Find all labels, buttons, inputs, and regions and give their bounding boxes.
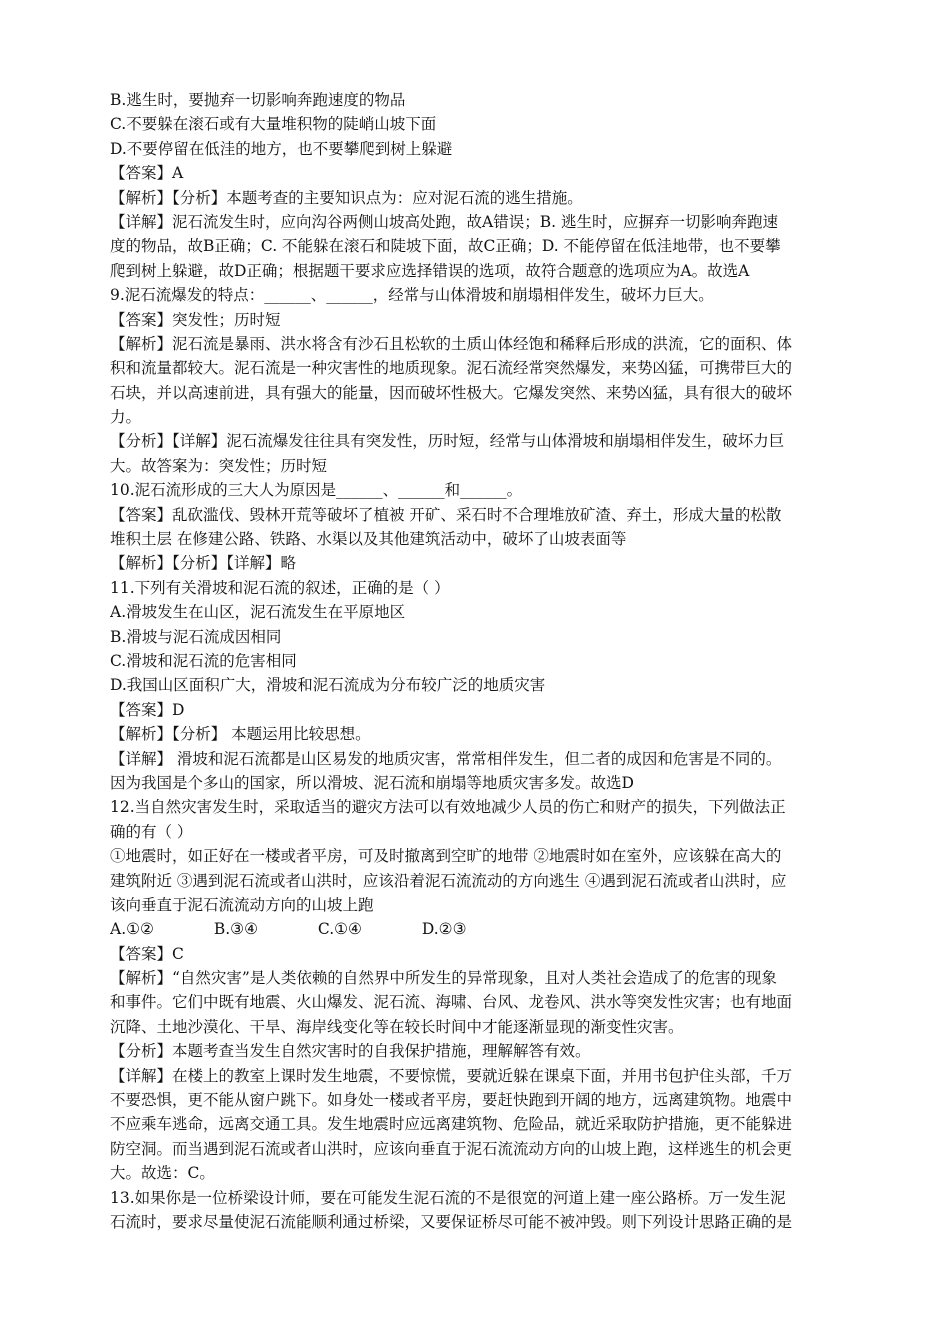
text-line: 【解析】泥石流是暴雨、洪水将含有沙石且松软的土质山体经饱和稀释后形成的洪流，它的面积、体: [110, 334, 793, 353]
text-block-2: [110, 942, 850, 1235]
text-line: 沉降、土地沙漠化、干旱、海岸线变化等在较长时间中才能逐渐显现的渐变性灾害。: [110, 1017, 684, 1036]
text-line: 该向垂直于泥石流流动方向的山坡上跑: [110, 895, 374, 914]
text-line: 9.泥石流爆发的特点：______、______，经常与山体滑坡和崩塌相伴发生，破坏力巨大。: [110, 286, 714, 305]
text-line: 【答案】突发性；历时短: [110, 310, 281, 329]
text-line: D.不要停留在低洼的地方，也不要攀爬到树上躲避: [110, 139, 453, 158]
option-c: C.①④: [317, 920, 362, 939]
text-line: 不应乘车逃命，远离交通工具。发生地震时应远离建筑物、危险品，就近采取防护措施，更不能躲进: [110, 1115, 793, 1134]
text-line: 【详解】泥石流发生时，应向沟谷两侧山坡高处跑，故A错误；B. 逃生时，应摒弃一切影响奔跑速: [110, 212, 778, 231]
text-line: 石流时，要求尽量使泥石流能顺利通过桥梁，又要保证桥尽可能不被冲毁。则下列设计思路正确的是: [110, 1212, 793, 1231]
option-d: D.②③: [421, 920, 467, 939]
text-line: 【解析】【分析】本题考查的主要知识点为：应对泥石流的逃生措施。: [110, 188, 583, 207]
text-line: 11.下列有关滑坡和泥石流的叙述，正确的是（ ）: [110, 578, 450, 597]
text-line: 10.泥石流形成的三大人为原因是______、______和______。: [110, 481, 523, 500]
text-line: 爬到树上躲避，故D正确；根据题干要求应选择错误的选项，故符合题意的选项应为A。故选A: [110, 261, 750, 280]
option-a: A.①②: [110, 920, 154, 939]
text-line: B.逃生时，要抛弃一切影响奔跑速度的物品: [110, 91, 406, 109]
text-line: 【答案】乱砍滥伐、毁林开荒等破坏了植被 开矿、采石时不合理堆放矿渣、弃土，形成大量的松散: [110, 505, 782, 524]
text-line: A.滑坡发生在山区，泥石流发生在平原地区: [110, 603, 406, 622]
text-line: 【详解】在楼上的教室上课时发生地震，不要惊慌，要就近躲在课桌下面，并用书包护住头部，千万: [110, 1066, 793, 1085]
text-line: 积和流量都较大。泥石流是一种灾害性的地质现象。泥石流经常突然爆发，来势凶猛，可携带巨大的: [110, 359, 793, 378]
text-line: 和事件。它们中既有地震、火山爆发、泥石流、海啸、台风、龙卷风、洪水等突发性灾害；也有地面: [110, 993, 793, 1012]
text-line: 【分析】本题考查当发生自然灾害时的自我保护措施，理解解答有效。: [110, 1042, 591, 1061]
text-line: 度的物品，故B正确；C. 不能躲在滚石和陡坡下面，故C正确；D. 不能停留在低洼地带，也不要攀: [110, 237, 781, 256]
text-line: 因为我国是个多山的国家，所以滑坡、泥石流和崩塌等地质灾害多发。故选D: [110, 773, 634, 792]
text-line: 大。故答案为：突发性；历时短: [110, 456, 328, 475]
text-line: 12.当自然灾害发生时，采取适当的避灾方法可以有效地减少人员的伤亡和财产的损失，下列做法正: [110, 798, 786, 817]
text-line: 【答案】D: [110, 700, 185, 719]
text-line: 【详解】 滑坡和泥石流都是山区易发的地质灾害，常常相伴发生，但二者的成因和危害是不同的。: [110, 749, 782, 768]
text-line: 确的有（ ）: [110, 822, 193, 841]
text-line: 不要恐惧，更不能从窗户跳下。如身处一楼或者平房，要赶快跑到开阔的地方，远离建筑物。地震中: [110, 1091, 793, 1110]
text-line: 13.如果你是一位桥梁设计师，要在可能发生泥石流的不是很宽的河道上建一座公路桥。万一发生泥: [110, 1188, 786, 1207]
text-line: 【答案】C: [110, 944, 184, 963]
text-line: 力。: [110, 408, 142, 427]
text-line: 建筑附近 ③遇到泥石流或者山洪时，应该沿着泥石流流动的方向逃生 ④遇到泥石流或者山洪时，应: [110, 871, 787, 890]
text-line: 【解析】【分析】 本题运用比较思想。: [110, 725, 371, 744]
text-line: 【答案】A: [110, 164, 184, 183]
text-line: 堆积土层 在修建公路、铁路、水渠以及其他建筑活动中，破坏了山坡表面等: [110, 530, 627, 549]
answer-options: [110, 917, 850, 941]
text-line: 大。故选：C。: [110, 1164, 215, 1183]
text-line: C.滑坡和泥石流的危害相同: [110, 651, 297, 670]
text-line: 防空洞。而当遇到泥石流或者山洪时，应该向垂直于泥石流流动方向的山坡上跑，这样逃生的机会更: [110, 1139, 793, 1158]
text-line: 【分析】【详解】泥石流爆发往往具有突发性，历时短，经常与山体滑坡和崩塌相伴发生，破坏力巨: [110, 432, 785, 451]
text-line: D.我国山区面积广大，滑坡和泥石流成为分布较广泛的地质灾害: [110, 676, 546, 695]
text-line: ①地震时，如正好在一楼或者平房，可及时撤离到空旷的地带 ②地震时如在室外，应该躲在高大的: [110, 847, 782, 866]
option-b: B.③④: [213, 920, 258, 939]
text-line: 【解析】【分析】【详解】略: [110, 554, 297, 573]
text-block-1: [110, 88, 850, 917]
text-line: B.滑坡与泥石流成因相同: [110, 627, 282, 646]
text-line: 石块，并以高速前进，具有强大的能量，因而破坏性极大。它爆发突然、来势凶猛，具有很大的破坏: [110, 383, 793, 402]
text-line: 【解析】“自然灾害”是人类依赖的自然界中所发生的异常现象，且对人类社会造成了的危害的现象: [110, 969, 777, 988]
text-line: C.不要躲在滚石或有大量堆积物的陡峭山坡下面: [110, 115, 437, 134]
